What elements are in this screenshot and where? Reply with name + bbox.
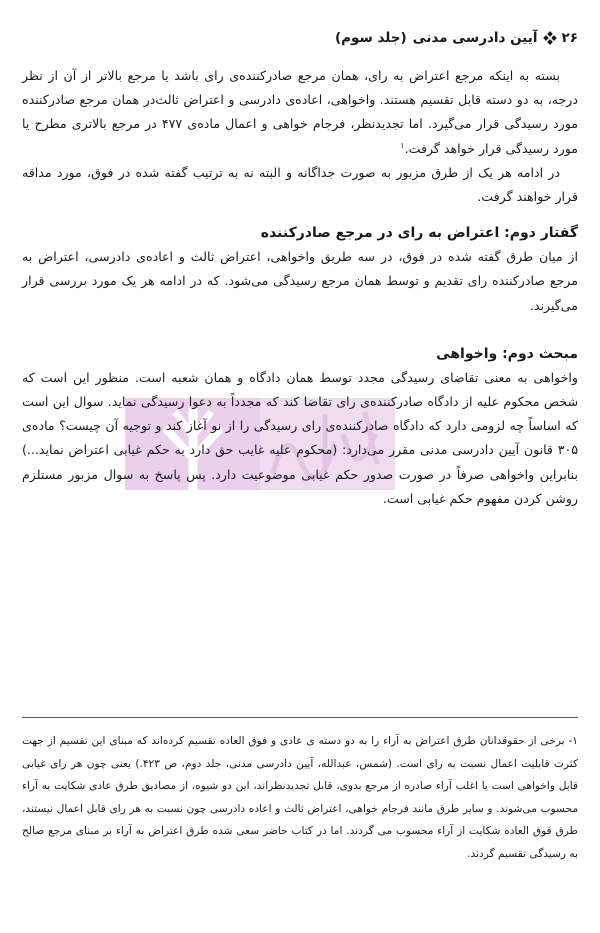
footnote-block <box>22 730 578 866</box>
volume-label: (جلد سوم) <box>334 30 407 46</box>
footnote-1: ۱- برخی از حقوقدانان طرق اعتراض به آراء را به دو دسته ی عادی و فوق العاده تقسیم کرده‌اند که مبنای این تقسیم از جهت کثرت قابلیت اعمال نسبت به رای است. (شمس، عبدالله، آیین دادرسی مدنی، جلد دوم، ص ۴۲۳.) یعنی چون هر رای غیابی قابل واخواهی است یا اغلب آراء صادره از مرجع بدوی، قابل تجدیدنظراند، این دو شیوه، از مصادیق طرق عادی شکایت به آراء محسوب می‌شوند. و سایر طرق مانند فرجام خواهی، اعتراض ثالث و اعاده دادرسی چون نسبت به هر رای قابل اعمال نیستند، طرق فوق العاده شکایت از آراء محسوب می گردند. اما در کتاب حاضر سعی شده طرق اعتراض به آراء بر مبنای مرجع صالح به رسیدگی تقسیم گردند. <box>22 735 578 860</box>
paragraph-section-2: واخواهی به معنی تقاضای رسیدگی مجدد توسط همان دادگاه و همان شعبه است. منظور این است که شخص محکوم علیه از دادگاه صادرکننده‌ی رای تقاضا کند که مجدداً به دعوا رسیدگی نماید. سوال این است که اساساً چه لزومی دارد که دادگاه صادرکننده‌ی رای رسیدگی را از نو آغاز کند و توجیه آن چیست؟ ماده‌ی ۳۰۵ قانون آیین دادرسی مدنی مقرر می‌دارد: (محکوم علیه غایب حق دارد به حکم غیابی اعتراض نماید...) بنابراین واخواهی صرفاً در صورت صدور حکم غیابی موضوعیت دارد. پس پاسخ به سوال مزبور مستلزم روشن کردن مفهوم حکم غیابی است. <box>22 369 578 506</box>
section-heading-2: مبحث دوم: واخواهی <box>436 345 578 362</box>
book-title: آیین دادرسی مدنی <box>412 30 538 46</box>
paragraph-intro-text: بسته به اینکه مرجع اعتراض به رای، همان مرجع صادرکننده‌ی رای باشد یا مرجع بالاتر از آن از نظر درجه، به دو دسته قابل تقسیم هستند. واخواهی، اعاده‌ی دادرسی و اعتراض ثالث‌در همان مرجع صادرکننده مورد رسیدگی قرار می‌گیرد. اما تجدیدنظر، فرجام خواهی و اعمال ماده‌ی ۴۷۷ در مرجع بالاتری مطرح یا مورد رسیدگی قرار خواهد گرفت. <box>22 68 578 156</box>
page-number: ۲۶ <box>561 30 578 46</box>
section-heading-1: گفتار دوم: اعتراض به رای در مرجع صادرکننده <box>260 225 578 242</box>
paragraph-continuation: در ادامه هر یک از طرق مزبور به صورت جداگانه و البته نه به ترتیب گفته شده در فوق، مورد مداقه قرار خواهند گرفت. <box>22 164 578 205</box>
four-diamond-ornament-icon <box>544 32 556 44</box>
page-body <box>22 64 578 511</box>
running-header <box>335 30 578 46</box>
paragraph-section-1: از میان طرق گفته شده در فوق، در سه طریق واخواهی، اعتراض ثالث و اعاده‌ی دادرسی، اعتراض به مرجع صادرکننده رای تقدیم و توسط همان مرجع رسیدگی می‌شود. که در ادامه هر یک مورد بررسی قرار می‌گیرند. <box>22 249 578 313</box>
footnote-separator <box>22 717 578 718</box>
footnote-reference[interactable]: ۱ <box>400 140 405 150</box>
paragraph-intro <box>22 64 578 161</box>
